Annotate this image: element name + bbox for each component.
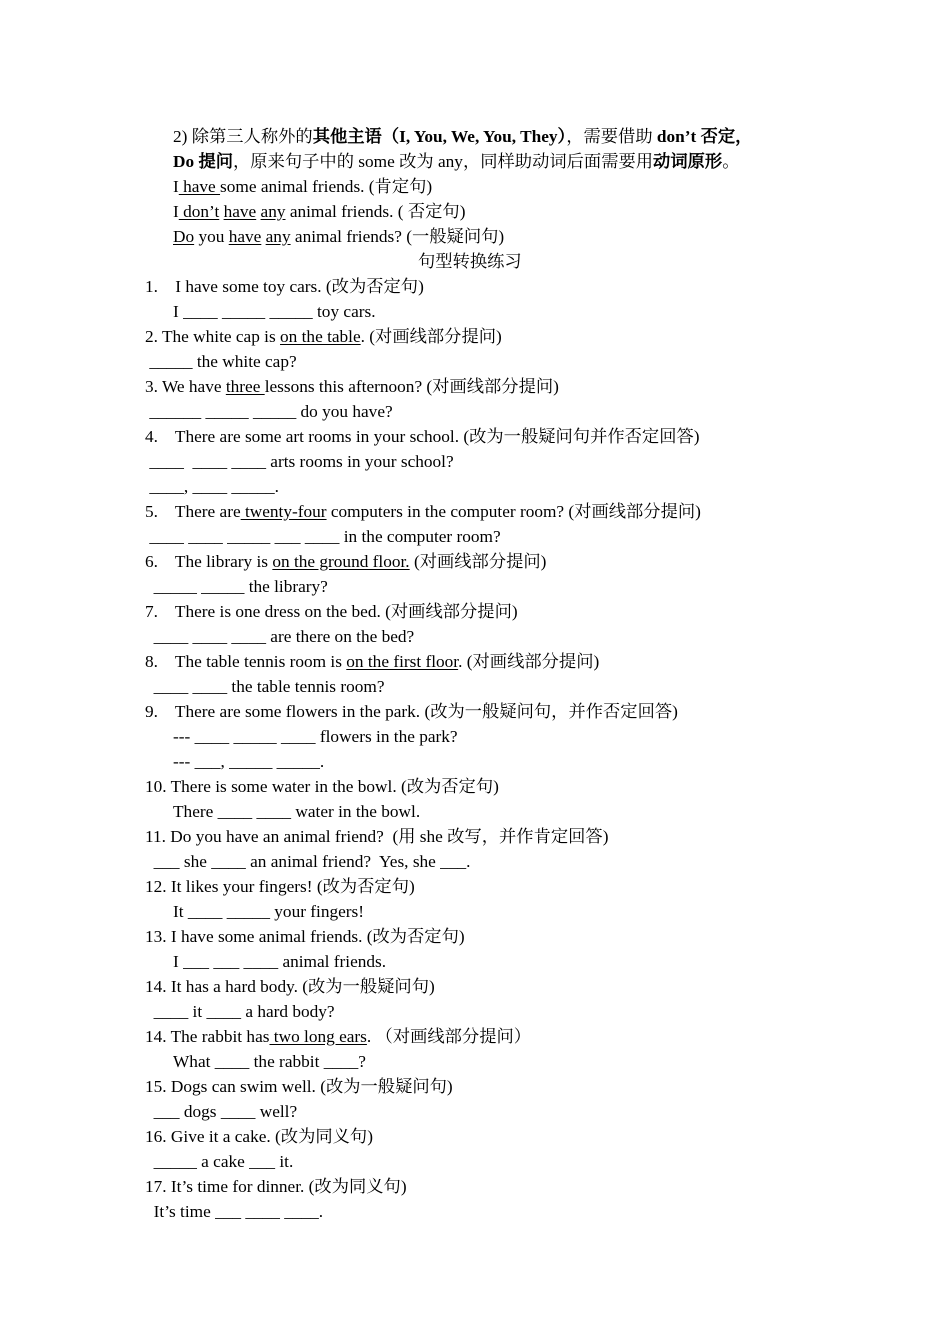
ex2-any: any (260, 202, 286, 221)
example-negative (173, 199, 465, 224)
item-5-question (145, 499, 701, 524)
item-17-answer: It’s time ___ ____ ____. (145, 1202, 324, 1221)
item-11-answer: ___ she ____ an animal friend? Yes, she ___. (145, 852, 471, 871)
item-14b-pre: 14. The rabbit has (145, 1027, 270, 1046)
item-14a-question: 14. It has a hard body. (改为一般疑问句) (145, 977, 435, 996)
item-9-answer-1: --- ____ _____ ____ flowers in the park? (173, 727, 458, 746)
item-3-question (145, 374, 559, 399)
item-12-question: 12. It likes your fingers! (改为否定句) (145, 877, 415, 896)
item-9-question: 9. There are some flowers in the park. (改为一般疑问句，并作否定回答) (145, 702, 678, 721)
item-3-underlined: three (225, 377, 265, 396)
item-13-answer: I ___ ___ ____ animal friends. (173, 952, 387, 971)
item-8-underlined: on the first floor (346, 652, 459, 671)
item-14b-underlined: two long ears (269, 1027, 367, 1046)
item-15-answer: ___ dogs ____ well? (145, 1102, 298, 1121)
item-14a-answer: ____ it ____ a hard body? (145, 1002, 335, 1021)
item-11-question: 11. Do you have an animal friend? (用 she 改写，并作肯定回答) (145, 827, 609, 846)
item-3-pre: 3. We have (145, 377, 226, 396)
item-8-post: . (对画线部分提问) (458, 652, 600, 671)
rule2-rest: ，原来句子中的 some 改为 any，同样助动词后面需要用 (233, 152, 654, 171)
ex3-rest: animal friends? (一般疑问句) (290, 227, 505, 246)
rule-line-2 (173, 149, 739, 174)
item-6-underlined: on the ground floor. (272, 552, 410, 571)
item-16-answer: _____ a cake ___ it. (145, 1152, 294, 1171)
item-6-pre: 6. The library is (145, 552, 273, 571)
item-12-answer: It ____ _____ your fingers! (173, 902, 365, 921)
item-7-answer: ____ ____ ____ are there on the bed? (145, 627, 415, 646)
ex3-have: have (228, 227, 262, 246)
item-2-answer: _____ the white cap? (145, 352, 297, 371)
item-2-post: . (对画线部分提问) (360, 327, 502, 346)
item-16-question: 16. Give it a cake. (改为同义句) (145, 1127, 373, 1146)
ex2-have: have (223, 202, 257, 221)
section-title: 句型转换练习 (418, 252, 522, 271)
item-6-answer: _____ _____ the library? (145, 577, 328, 596)
item-1-answer: I ____ _____ _____ toy cars. (173, 302, 376, 321)
item-6-question (145, 549, 546, 574)
item-10-answer: There ____ ____ water in the bowl. (173, 802, 421, 821)
item-5-underlined: twenty-four (240, 502, 327, 521)
rule2-bold-base-verb: 动词原形 (653, 152, 723, 171)
rule-prefix: 2) 除第三人称外的 (173, 127, 313, 146)
item-7-question: 7. There is one dress on the bed. (对画线部分提问) (145, 602, 518, 621)
ex1-subject: I (173, 177, 179, 196)
item-5-pre: 5. There are (145, 502, 241, 521)
item-5-post: computers in the computer room? (对画线部分提问) (326, 502, 701, 521)
rule2-bold-do: Do 提问 (173, 152, 234, 171)
item-5-answer: ____ ____ _____ ___ ____ in the computer room? (145, 527, 501, 546)
item-13-question: 13. I have some animal friends. (改为否定句) (145, 927, 465, 946)
item-17-question: 17. It’s time for dinner. (改为同义句) (145, 1177, 407, 1196)
item-1-question: 1. I have some toy cars. (改为否定句) (145, 277, 424, 296)
rule-mid: ，需要借助 (566, 127, 657, 146)
item-2-underlined: on the table (280, 327, 361, 346)
item-14b-answer: What ____ the rabbit ____? (173, 1052, 366, 1071)
ex1-verb: have (178, 177, 221, 196)
ex3-you: you (194, 227, 229, 246)
item-14b-post: . （对画线部分提问） (366, 1027, 532, 1046)
item-3-answer: ______ _____ _____ do you have? (145, 402, 393, 421)
item-8-answer: ____ ____ the table tennis room? (145, 677, 385, 696)
example-question (173, 224, 504, 249)
example-affirmative (173, 174, 432, 199)
item-10-question: 10. There is some water in the bowl. (改为否定句) (145, 777, 499, 796)
item-4-answer-2: ____, ____ _____. (145, 477, 279, 496)
item-2-question (145, 324, 502, 349)
ex1-rest: some animal friends. (肯定句) (220, 177, 433, 196)
item-2-pre: 2. The white cap is (145, 327, 281, 346)
item-14b-question (145, 1024, 531, 1049)
item-4-question: 4. There are some art rooms in your school. (改为一般疑问句并作否定回答) (145, 427, 700, 446)
ex2-subject: I (173, 202, 179, 221)
item-8-question (145, 649, 599, 674)
item-6-post: (对画线部分提问) (409, 552, 547, 571)
item-8-pre: 8. The table tennis room is (145, 652, 347, 671)
ex2-dont: don’t (178, 202, 220, 221)
rule-bold-dont: don’t 否定， (656, 127, 753, 146)
rule-line-1 (173, 124, 752, 149)
item-15-question: 15. Dogs can swim well. (改为一般疑问句) (145, 1077, 453, 1096)
ex3-any: any (265, 227, 291, 246)
rule-bold-subjects: 其他主语（I, You, We, You, They） (312, 127, 567, 146)
item-4-answer-1: ____ ____ ____ arts rooms in your school? (145, 452, 454, 471)
ex3-do: Do (173, 227, 195, 246)
ex2-rest: animal friends. ( 否定句) (285, 202, 466, 221)
item-9-answer-2: --- ___, _____ _____. (173, 752, 325, 771)
item-3-post: lessons this afternoon? (对画线部分提问) (264, 377, 559, 396)
rule2-end: 。 (722, 152, 740, 171)
